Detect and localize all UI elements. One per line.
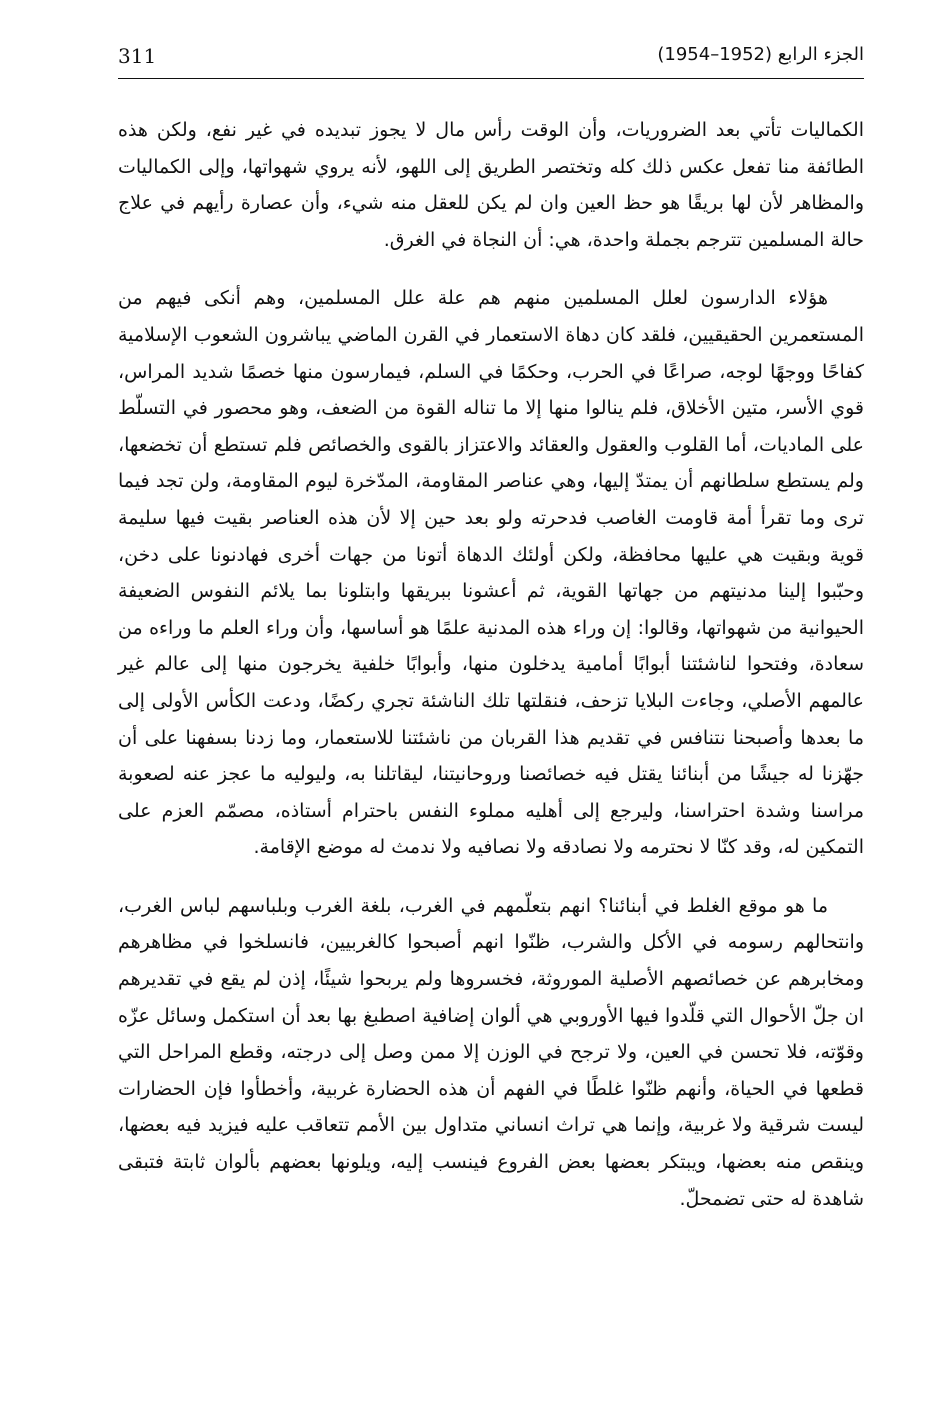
paragraph-1: الكماليات تأتي بعد الضروريات، وأن الوقت رأس مال لا يجوز تبديده في غير نفع، ولكن هذه الطائفة منا تفعل عكس ذلك كله وتختصر الطريق إلى اللهو، لأنه يروي شهواتها، وإلى الكماليات والمظاهر لأن لها بريقًا هو حظ العين وان لم يكن للعقل منه شيء، وأن عصارة رأيهم في علاج حالة المسلمين تترجم بجملة واحدة، هي: أن النجاة في الغرق.	[118, 119, 864, 251]
page-header	[118, 38, 864, 74]
paragraph-2: هؤلاء الدارسون لعلل المسلمين منهم هم علة علل المسلمين، وهم أنكى فيهم من المستعمرين الحقيقيين، فلقد كان دهاة الاستعمار في القرن الماضي يباشرون الشعوب الإسلامية كفاحًا ووجهًا لوجه، صراعًا في الحرب، وحكمًا في السلم، فيمارسون منها خصمًا شديد المراس، قوي الأسر، متين الأخلاق، فلم ينالوا منها إلا ما تناله القوة من الضعف، وهو محصور في التسلّط على الماديات، أما القلوب والعقول والعقائد والاعتزاز بالقوى والخصائص فلم تستطع أن تخضعها، ولم يستطع سلطانهم أن يمتدّ إليها، وهي عناصر المقاومة، المدّخرة ليوم المقاومة، ولن تجد فيما ترى وما تقرأ أمة قاومت الغاصب فدحرته ولو بعد حين إلا لأن هذه العناصر بقيت فيها سليمة قوية وبقيت هي عليها محافظة، ولكن أولئك الدهاة أتونا من جهات أخرى فهادنونا على دخن، وحبّبوا إلينا مدنيتهم من جهاتها القوية، ثم أعشونا ببريقها وابتلونا بما يلائم النفوس الضعيفة الحيوانية من شهواتها، وقالوا: إن وراء هذه المدنية علمًا هو أساسها، وأن وراء العلم ما وراءه من سعادة، وفتحوا لناشئتنا أبوابًا أمامية يدخلون منها، وأبوابًا خلفية يخرجون منها إلى عالم غير عالمهم الأصلي، وجاءت البلايا تزحف، فنقلتها تلك الناشئة تجري ركضًا، ودعت الكأس الأولى إلى ما بعدها وأصبحنا نتنافس في تقديم هذا القربان من ناشئتنا للاستعمار، وما زدنا بسفهنا على أن جهّزنا له جيشًا من أبنائنا يقتل فيه خصائصنا وروحانيتنا، ليقاتلنا به، وليوليه ما عجز عنه لصعوبة مراسنا وشدة احتراسنا، وليرجع إلى أهليه مملوء النفس باحترام أستاذه، مصمّم العزم على التمكين له، وقد كنّا لا نحترمه ولا نصادقه ولا نصافيه ولا ندمث له موضع الإقامة.	[118, 287, 864, 859]
paragraph-3: ما هو موقع الغلط في أبنائنا؟ انهم بتعلّمهم في الغرب، بلغة الغرب وبلباسهم لباس الغرب، وانتحالهم رسومه في الأكل والشرب، ظنّوا انهم أصبحوا كالغربيين، فانسلخوا في مظاهرهم ومخابرهم عن خصائصهم الأصلية الموروثة، فخسروها ولم يربحوا شيئًا، إذن لم يقع في تقديرهم ان جلّ الأحوال التي قلّدوا فيها الأوروبي هي ألوان إضافية اصطبغ بها بعد أن استكمل وسائل عزّه وقوّته، فلا تحسن في العين، ولا ترجح في الوزن إلا ممن وصل إلى درجته، وقطع المراحل التي قطعها في الحياة، وأنهم ظنّوا غلطًا في الفهم أن هذه الحضارة غربية، وأخطأوا فإن الحضارات ليست شرقية ولا غربية، وإنما هي تراث انساني متداول بين الأمم تتعاقب عليه فيزيد فيه بعضها، وينقص منه بعضها، ويبتكر بعضها بعض الفروع فينسب إليه، ويلونها بعضهم بألوان ثابتة فتبقى شاهدة له حتى تضمحلّ.	[118, 894, 864, 1210]
page-number: 311	[118, 44, 157, 68]
header-rule	[118, 78, 864, 79]
running-title: الجزء الرابع (1952–1954)	[657, 44, 864, 65]
body-text	[118, 112, 864, 1239]
